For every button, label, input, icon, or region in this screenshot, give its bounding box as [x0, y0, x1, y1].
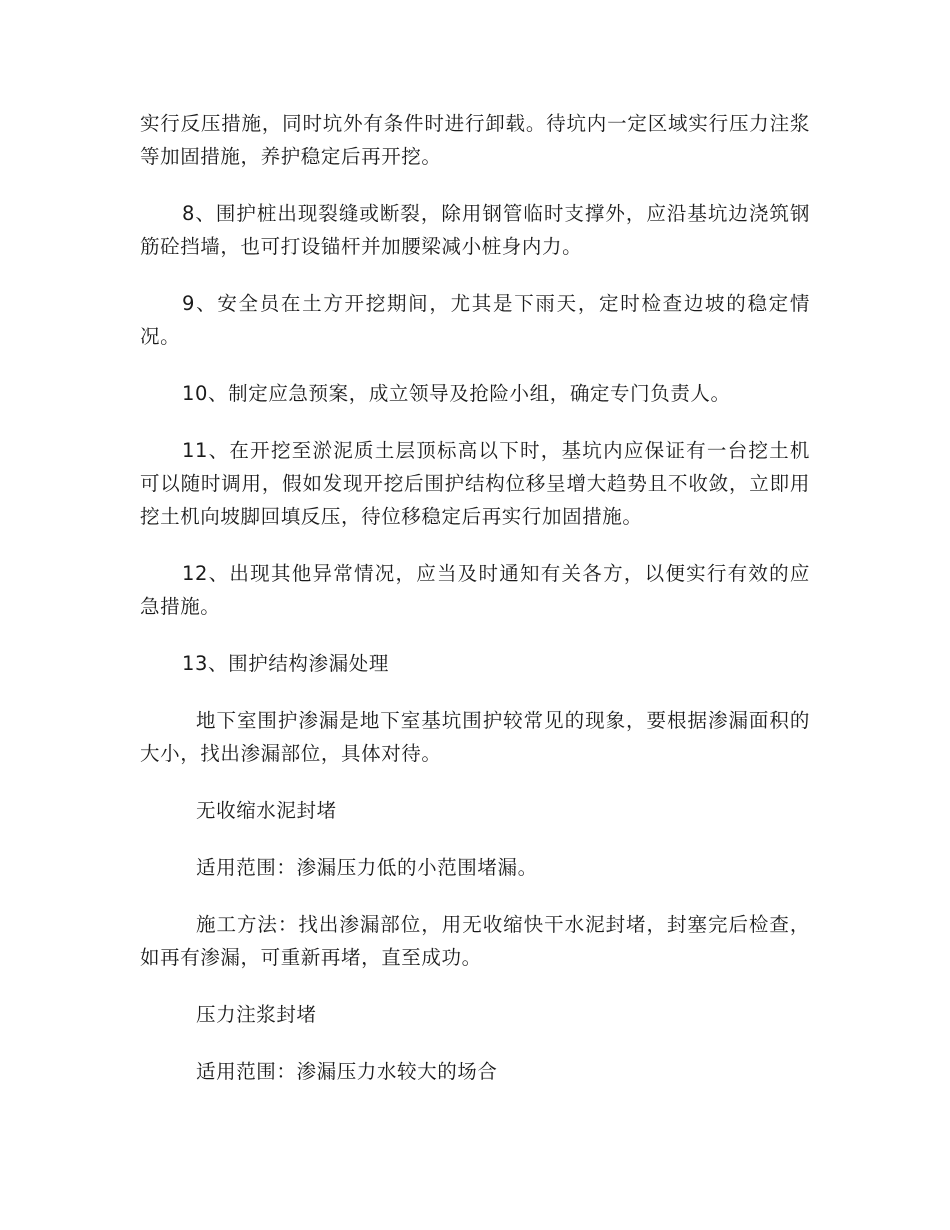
subheading-cement-plugging: 无收缩水泥封堵 [196, 799, 337, 822]
paragraph-item-10: 10、制定应急预案，成立领导及抢险小组，确定专门负责人。 [182, 382, 731, 405]
paragraph-item-11: 11、在开挖至淤泥质土层顶标高以下时，基坑内应保证有一台挖土机可以随时调用，假如发现开挖后围护结构位移呈增大趋势且不收敛，立即用挖土机向坡脚回填反压，待位移稳定后再实行加固措施。 [140, 439, 810, 528]
paragraph-scope-2: 适用范围：渗漏压力水较大的场合 [196, 1060, 498, 1083]
paragraph-leakage-intro: 地下室围护渗漏是地下室基坑围护较常见的现象，要根据渗漏面积的大小，找出渗漏部位，具体对待。 [140, 709, 810, 765]
paragraph-continuation: 实行反压措施，同时坑外有条件时进行卸载。待坑内一定区域实行压力注浆等加固措施，养护稳定后再开挖。 [140, 112, 810, 168]
section-heading-13: 13、围护结构渗漏处理 [182, 652, 389, 675]
paragraph-method-1: 施工方法：找出渗漏部位，用无收缩快干水泥封堵，封塞完后检查，如再有渗漏，可重新再堵，直至成功。 [140, 913, 810, 969]
paragraph-item-8: 8、围护桩出现裂缝或断裂，除用钢管临时支撑外，应沿基坑边浇筑钢筋砼挡墙，也可打设锚杆并加腰梁减小桩身内力。 [140, 202, 810, 258]
paragraph-scope-1: 适用范围：渗漏压力低的小范围堵漏。 [196, 856, 538, 879]
subheading-pressure-grouting: 压力注浆封堵 [196, 1003, 317, 1026]
paragraph-item-9: 9、安全员在土方开挖期间，尤其是下雨天，定时检查边坡的稳定情况。 [140, 292, 810, 348]
paragraph-item-12: 12、出现其他异常情况，应当及时通知有关各方，以便实行有效的应急措施。 [140, 562, 810, 618]
document-body [140, 107, 810, 1112]
